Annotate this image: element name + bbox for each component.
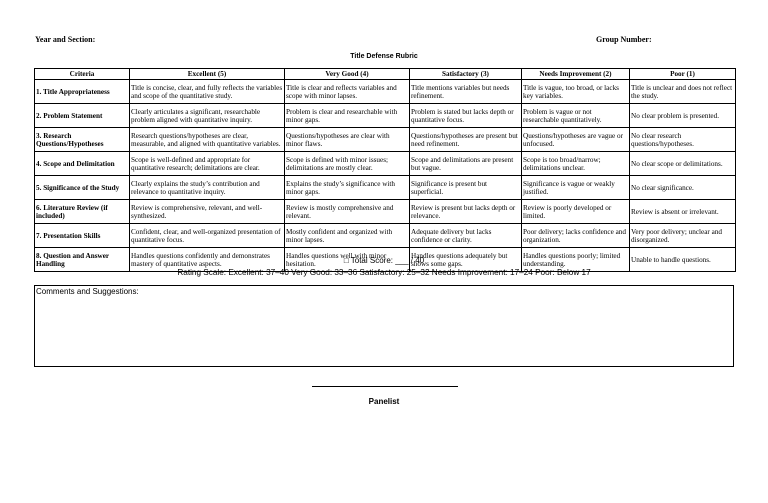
rubric-cell: Research questions/hypotheses are clear, measurable, and aligned with quantitative variables. <box>130 128 285 152</box>
table-header-row <box>35 69 736 80</box>
rubric-cell: Scope is defined with minor issues; delimitations are mostly clear. <box>285 152 410 176</box>
panelist-label: Panelist <box>368 397 400 406</box>
table-row <box>35 128 736 152</box>
rubric-cell: Title is vague, too broad, or lacks key variables. <box>522 80 630 104</box>
rating-scale: Rating Scale: Excellent: 37–40 Very Good: 33–36 Satisfactory: 25–32 Needs Improvement: 17–24 Poor: Below 17 <box>177 268 591 277</box>
rubric-cell: Mostly confident and organized with minor lapses. <box>285 224 410 248</box>
rubric-cell: Problem is vague or not researchable quantitatively. <box>522 104 630 128</box>
comments-box[interactable] <box>34 285 734 367</box>
rubric-cell: Handles questions poorly; limited understanding. <box>522 248 630 272</box>
table-row <box>35 152 736 176</box>
rubric-cell: Review is comprehensive, relevant, and well-synthesized. <box>130 200 285 224</box>
rubric-cell: Scope and delimitations are present but vague. <box>410 152 522 176</box>
total-score: □ Total Score: ___ / 40 <box>343 256 425 265</box>
rubric-cell: Review is poorly developed or limited. <box>522 200 630 224</box>
rubric-table <box>34 68 736 272</box>
column-header: Needs Improvement (2) <box>522 69 630 80</box>
criteria-cell: 3. Research Questions/Hypotheses <box>35 128 130 152</box>
column-header: Poor (1) <box>630 69 736 80</box>
rubric-cell: Title is concise, clear, and fully reflects the variables and scope of the quantitative study. <box>130 80 285 104</box>
column-header: Very Good (4) <box>285 69 410 80</box>
rubric-cell: Unable to handle questions. <box>630 248 736 272</box>
criteria-cell: 5. Significance of the Study <box>35 176 130 200</box>
rubric-cell: No clear problem is presented. <box>630 104 736 128</box>
rubric-cell: No clear research questions/hypotheses. <box>630 128 736 152</box>
rubric-cell: Very poor delivery; unclear and disorganized. <box>630 224 736 248</box>
comments-label: Comments and Suggestions: <box>36 287 139 296</box>
rubric-cell: Review is mostly comprehensive and relevant. <box>285 200 410 224</box>
rubric-cell: Problem is clear and researchable with minor gaps. <box>285 104 410 128</box>
column-header: Criteria <box>35 69 130 80</box>
rubric-cell: Confident, clear, and well-organized presentation of quantitative focus. <box>130 224 285 248</box>
rubric-cell: Questions/hypotheses are present but need refinement. <box>410 128 522 152</box>
column-header: Satisfactory (3) <box>410 69 522 80</box>
table-row <box>35 80 736 104</box>
year-section-label: Year and Section: <box>35 35 96 44</box>
criteria-cell: 4. Scope and Delimitation <box>35 152 130 176</box>
criteria-cell: 7. Presentation Skills <box>35 224 130 248</box>
rubric-cell: Problem is stated but lacks depth or quantitative focus. <box>410 104 522 128</box>
signature-line <box>312 386 458 387</box>
rubric-cell: Questions/hypotheses are vague or unfocused. <box>522 128 630 152</box>
rubric-cell: Handles questions adequately but shows some gaps. <box>410 248 522 272</box>
rubric-cell: Scope is well-defined and appropriate for quantitative research; delimitations are clear. <box>130 152 285 176</box>
table-row <box>35 176 736 200</box>
column-header: Excellent (5) <box>130 69 285 80</box>
table-row <box>35 200 736 224</box>
rubric-cell: No clear significance. <box>630 176 736 200</box>
rubric-cell: Clearly explains the study’s contribution and relevance to quantitative inquiry. <box>130 176 285 200</box>
rubric-cell: Title is clear and reflects variables and scope with minor lapses. <box>285 80 410 104</box>
rubric-cell: Adequate delivery but lacks confidence or clarity. <box>410 224 522 248</box>
criteria-cell: 2. Problem Statement <box>35 104 130 128</box>
rubric-cell: Handles questions well with minor hesitation. <box>285 248 410 272</box>
criteria-cell: 1. Title Appropriateness <box>35 80 130 104</box>
rubric-cell: Significance is vague or weakly justified. <box>522 176 630 200</box>
rubric-cell: Significance is present but superficial. <box>410 176 522 200</box>
document-title: Title Defense Rubric <box>350 53 418 60</box>
rubric-cell: Scope is too broad/narrow; delimitations unclear. <box>522 152 630 176</box>
table-row <box>35 104 736 128</box>
rubric-cell: Review is absent or irrelevant. <box>630 200 736 224</box>
rubric-cell: Title mentions variables but needs refinement. <box>410 80 522 104</box>
rubric-cell: Title is unclear and does not reflect the study. <box>630 80 736 104</box>
rubric-cell: Poor delivery; lacks confidence and organization. <box>522 224 630 248</box>
group-number-label: Group Number: <box>596 35 652 44</box>
rubric-cell: Questions/hypotheses are clear with minor flaws. <box>285 128 410 152</box>
rubric-cell: Explains the study’s significance with minor gaps. <box>285 176 410 200</box>
rubric-cell: No clear scope or delimitations. <box>630 152 736 176</box>
table-row <box>35 224 736 248</box>
rubric-cell: Clearly articulates a significant, researchable problem aligned with quantitative inquiry. <box>130 104 285 128</box>
criteria-cell: 8. Question and Answer Handling <box>35 248 130 272</box>
rubric-cell: Review is present but lacks depth or relevance. <box>410 200 522 224</box>
rubric-cell: Handles questions confidently and demonstrates mastery of quantitative aspects. <box>130 248 285 272</box>
criteria-cell: 6. Literature Review (if included) <box>35 200 130 224</box>
